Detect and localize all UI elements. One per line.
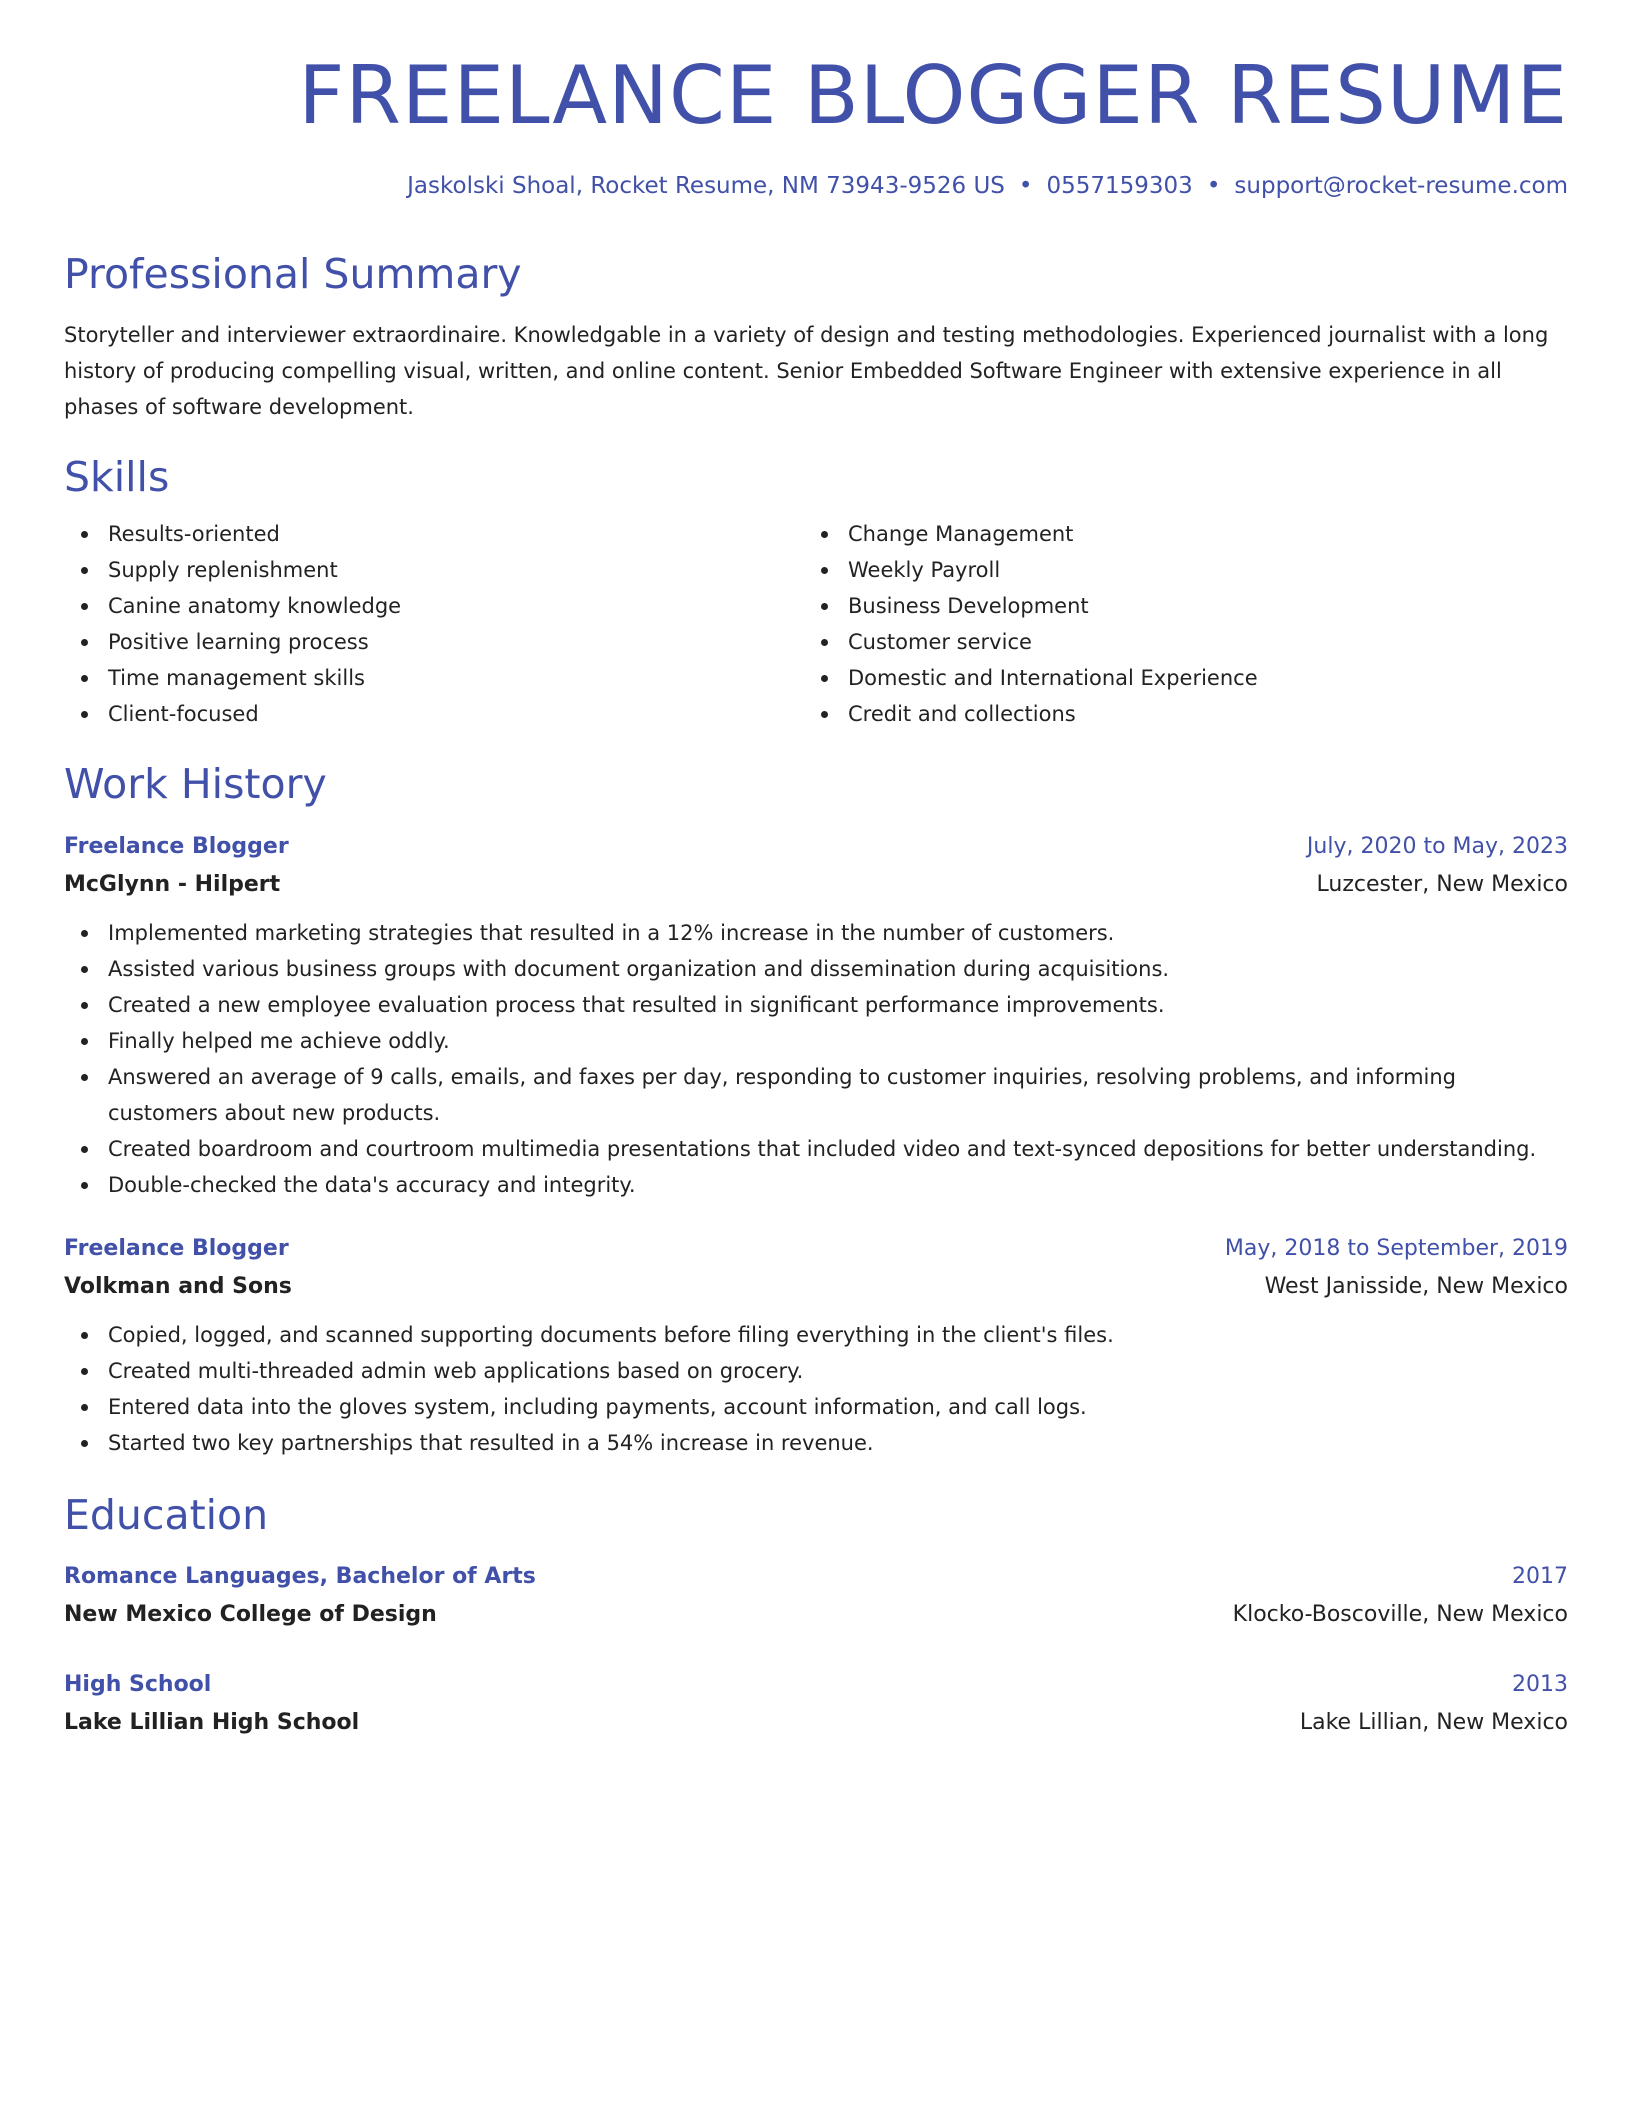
education-entry: [64, 1559, 1568, 1635]
job-bullet: Implemented marketing strategies that resulted in a 12% increase in the number of customers.: [64, 915, 1568, 951]
job-bullet: Finally helped me achieve oddly.: [64, 1023, 1568, 1059]
resume-header: [64, 0, 1568, 202]
job-entry: [64, 829, 1568, 1203]
job-bullet: Copied, logged, and scanned supporting documents before filing everything in the client's files.: [64, 1317, 1568, 1353]
job-bullet: Answered an average of 9 calls, emails, and faxes per day, responding to customer inquiries, resolving problems, and informing customers about new products.: [64, 1059, 1568, 1131]
skills-list-left: [64, 516, 804, 732]
job-header-row: [64, 1231, 1568, 1267]
skills-heading: Skills: [64, 453, 170, 502]
education-school-row: [64, 1703, 1568, 1743]
resume-title: FREELANCE BLOGGER RESUME: [298, 49, 1568, 142]
job-role: Freelance Blogger: [64, 834, 289, 860]
job-location: Luzcester, New Mexico: [1316, 872, 1568, 898]
education-header-row: [64, 1559, 1568, 1595]
skills-list-right: [804, 516, 1544, 732]
contact-email[interactable]: support@rocket-resume.com: [1234, 173, 1568, 199]
education-school: New Mexico College of Design: [64, 1601, 437, 1627]
contact-line: [64, 172, 1568, 202]
job-bullet: Created boardroom and courtroom multimedia presentations that included video and text-synced depositions for better understanding.: [64, 1131, 1568, 1167]
job-dates: May, 2018 to September, 2019: [1224, 1236, 1568, 1262]
skill-item: Change Management: [804, 516, 1544, 552]
skill-item: Results-oriented: [64, 516, 804, 552]
skill-item: Time management skills: [64, 660, 804, 696]
education-school: Lake Lillian High School: [64, 1709, 360, 1735]
skill-item: Client-focused: [64, 696, 804, 732]
skill-item: Canine anatomy knowledge: [64, 588, 804, 624]
work-history-heading: Work History: [64, 760, 327, 809]
job-entry: [64, 1231, 1568, 1461]
education-year: 2017: [1512, 1563, 1568, 1589]
job-bullet: Assisted various business groups with document organization and dissemination during acquisitions.: [64, 951, 1568, 987]
job-role: Freelance Blogger: [64, 1236, 289, 1262]
job-company: Volkman and Sons: [64, 1274, 292, 1300]
job-bullet: Double-checked the data's accuracy and integrity.: [64, 1167, 1568, 1203]
skill-item: Positive learning process: [64, 624, 804, 660]
job-bullets: [64, 915, 1568, 1203]
skill-item: Domestic and International Experience: [804, 660, 1544, 696]
contact-separator: •: [1018, 173, 1033, 199]
job-bullet: Started two key partnerships that resulted in a 54% increase in revenue.: [64, 1425, 1568, 1461]
education-school-row: [64, 1595, 1568, 1635]
skills-columns: [64, 516, 1568, 732]
contact-address: Jaskolski Shoal, Rocket Resume, NM 73943-9526 US: [407, 173, 1005, 199]
summary-text: Storyteller and interviewer extraordinaire. Knowledgable in a variety of design and testing methodologies. Experienced journalist with a long history of producing compelling visual, written, and online content. Senior Embedded Software Engineer with extensive experience in all phases of software development.: [64, 323, 1549, 420]
job-dates: July, 2020 to May, 2023: [1306, 834, 1568, 860]
skill-item: Weekly Payroll: [804, 552, 1544, 588]
skill-item: Credit and collections: [804, 696, 1544, 732]
job-company-row: [64, 865, 1568, 905]
skill-item: Supply replenishment: [64, 552, 804, 588]
skill-item: Customer service: [804, 624, 1544, 660]
contact-separator: •: [1206, 173, 1221, 199]
education-degree: High School: [64, 1671, 212, 1697]
job-header-row: [64, 829, 1568, 865]
contact-phone: 0557159303: [1046, 173, 1193, 199]
education-degree: Romance Languages, Bachelor of Arts: [64, 1563, 536, 1589]
education-heading: Education: [64, 1491, 269, 1540]
education-year: 2013: [1512, 1671, 1568, 1697]
education-location: Lake Lillian, New Mexico: [1299, 1709, 1568, 1735]
job-bullets: [64, 1317, 1568, 1461]
job-bullet: Created a new employee evaluation process that resulted in significant performance improvements.: [64, 987, 1568, 1023]
education-header-row: [64, 1667, 1568, 1703]
summary-heading: Professional Summary: [64, 249, 522, 298]
skill-item: Business Development: [804, 588, 1544, 624]
job-location: West Janisside, New Mexico: [1264, 1274, 1568, 1300]
job-bullet: Created multi-threaded admin web applications based on grocery.: [64, 1353, 1568, 1389]
job-bullet: Entered data into the gloves system, including payments, account information, and call logs.: [64, 1389, 1568, 1425]
education-entry: [64, 1667, 1568, 1743]
job-company: McGlynn - Hilpert: [64, 872, 281, 898]
job-company-row: [64, 1267, 1568, 1307]
education-location: Klocko-Boscoville, New Mexico: [1232, 1601, 1568, 1627]
